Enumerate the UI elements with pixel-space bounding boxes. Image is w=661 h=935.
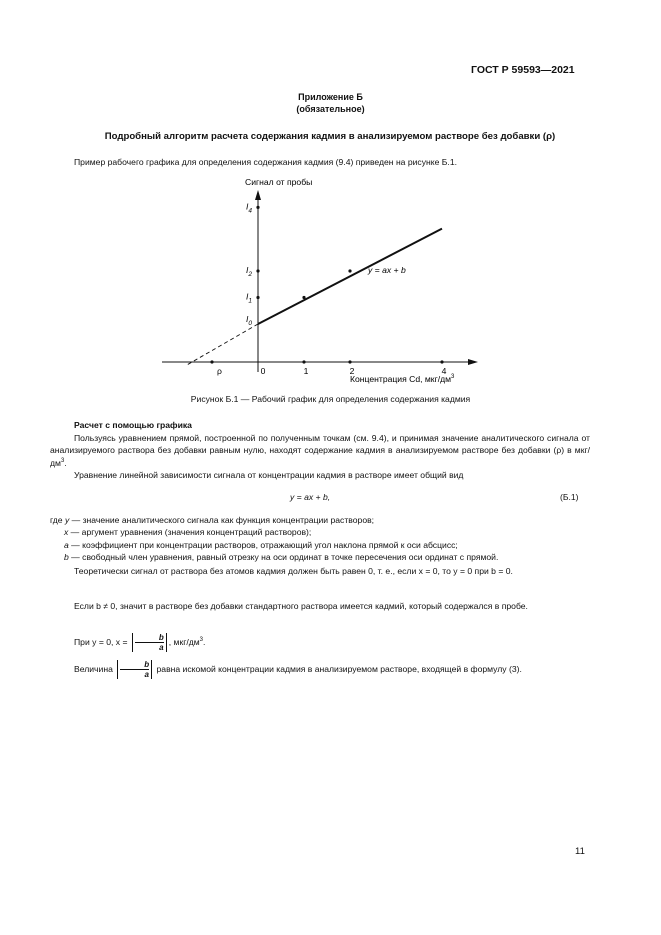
x-tick-1 <box>302 360 305 363</box>
fraction-denominator: a <box>144 670 149 679</box>
x-tick-label-1: 1 <box>303 366 309 376</box>
def-a <box>50 539 590 551</box>
regression-line <box>258 229 442 324</box>
data-point-1 <box>302 296 305 299</box>
y-tick-label-I4: $I_4$ <box>246 201 253 215</box>
unit-exponent: 3 <box>60 457 65 464</box>
y-axis-arrow <box>255 190 261 200</box>
def-var: a <box>64 539 69 550</box>
y-tick-subscript: 1 <box>248 297 253 305</box>
figure-caption: Рисунок Б.1 — Рабочий график для определения содержания кадмия <box>190 394 471 404</box>
def-var: b <box>64 552 69 563</box>
solution-paragraph <box>50 633 590 679</box>
x-axis-arrow <box>468 359 478 365</box>
solution-text-end: . <box>203 636 206 647</box>
solution-text-b: , мкг/дм <box>168 636 200 647</box>
y-tick-I4 <box>256 206 259 209</box>
theory-paragraph: Теоретически сигнал от раствора без атомов кадмия должен быть равен 0, т. е., если x = 0, то y = 0 при b = 0. <box>74 566 513 576</box>
def-var: y <box>64 515 70 525</box>
def-x <box>50 526 590 538</box>
magnitude-text-a: Величина <box>74 663 116 674</box>
equation-intro: Уравнение линейной зависимости сигнала от концентрации кадмия в растворе имеет общий вид <box>74 470 464 480</box>
x-axis-label-exp: 3 <box>451 374 455 380</box>
def-y <box>50 514 590 526</box>
x-tick-label-0: 0 <box>260 366 266 376</box>
x-tick-2 <box>348 360 351 363</box>
calc-paragraph-end: . <box>64 457 67 468</box>
y-tick-label-I1: $I_1$ <box>246 291 253 305</box>
x-tick-4 <box>440 360 443 363</box>
chart-marks <box>187 201 447 376</box>
y-tick-label-I2: $I_2$ <box>246 265 253 278</box>
appendix-status: (обязательное) <box>296 104 365 115</box>
solution-line <box>50 633 590 652</box>
fraction-b-over-a <box>117 660 152 679</box>
def-text: — коэффициент при концентрации растворов, отражающий угол наклона прямой к оси абсцисс; <box>68 539 458 550</box>
def-b <box>50 551 590 563</box>
y-tick-subscript: 4 <box>248 207 253 215</box>
variable-definitions <box>50 514 590 564</box>
y-tick-I2 <box>256 269 259 272</box>
intro-paragraph: Пример рабочего графика для определения содержания кадмия (9.4) приведен на рисунке Б.1. <box>74 157 457 167</box>
data-point-2 <box>348 269 351 272</box>
x-tick-label-4: 4 <box>441 366 447 376</box>
page-number: 11 <box>575 846 585 857</box>
section-heading: Подробный алгоритм расчета содержания кадмия в анализируемом растворе без добавки (ρ) <box>104 131 556 142</box>
y-tick-subscript: 2 <box>248 271 253 278</box>
def-text: — значение аналитического сигнала как функция концентрации растворов; <box>69 515 375 525</box>
appendix-title: Приложение Б <box>298 92 363 102</box>
y-axis-label: Сигнал от пробы <box>245 177 313 187</box>
standard-number: ГОСТ Р 59593—2021 <box>471 64 575 76</box>
def-text: — свободный член уравнения, равный отрезку на оси ординат в точке пересечения оси ординат с прямой. <box>68 552 499 563</box>
fraction-numerator: b <box>120 660 149 670</box>
calc-paragraph <box>50 432 590 469</box>
x-axis-label-text: Концентрация Cd, мкг/дм <box>350 374 452 384</box>
fraction-denominator: a <box>159 643 164 652</box>
extrapolation-line <box>187 324 258 365</box>
rho-point <box>210 360 213 363</box>
line-equation-label: y = ax + b <box>368 265 406 275</box>
fraction-b-over-a <box>132 633 167 652</box>
def-text: — аргумент уравнения (значения концентраций растворов); <box>68 527 312 538</box>
fraction-numerator: b <box>135 633 164 643</box>
calc-subheading: Расчет с помощью графика <box>74 420 192 430</box>
y-tick-label-I0: $I_0$ <box>246 314 253 327</box>
calc-paragraph-text: Пользуясь уравнением прямой, построенной по полученным точкам (см. 9.4), и принимая значение аналитического сигнала от анализируемого раствора без добавки равным нулю, находят содержание кадмия в анализируемом растворе без добавки (ρ) в мкг/дм <box>50 433 590 468</box>
def-prefix: где <box>50 515 65 525</box>
y-tick-subscript: 0 <box>248 320 253 327</box>
formula-number: (Б.1) <box>560 492 579 502</box>
y-tick-I1 <box>256 296 259 299</box>
nonzero-paragraph: Если b ≠ 0, значит в растворе без добавки стандартного раствора имеется кадмий, который содержался в пробе. <box>74 601 528 611</box>
x-axis-label <box>350 374 455 384</box>
x-tick-label-2: 2 <box>349 366 355 376</box>
unit-exponent: 3 <box>199 636 204 643</box>
magnitude-line <box>50 660 590 679</box>
rho-label: ρ <box>217 366 222 376</box>
formula: y = ax + b, <box>290 492 331 502</box>
magnitude-text-b: равна искомой концентрации кадмия в анализируемом растворе, входящей в формулу (3). <box>154 663 522 674</box>
solution-text-a: При y = 0, x = <box>74 636 130 647</box>
def-var: x <box>64 527 69 538</box>
